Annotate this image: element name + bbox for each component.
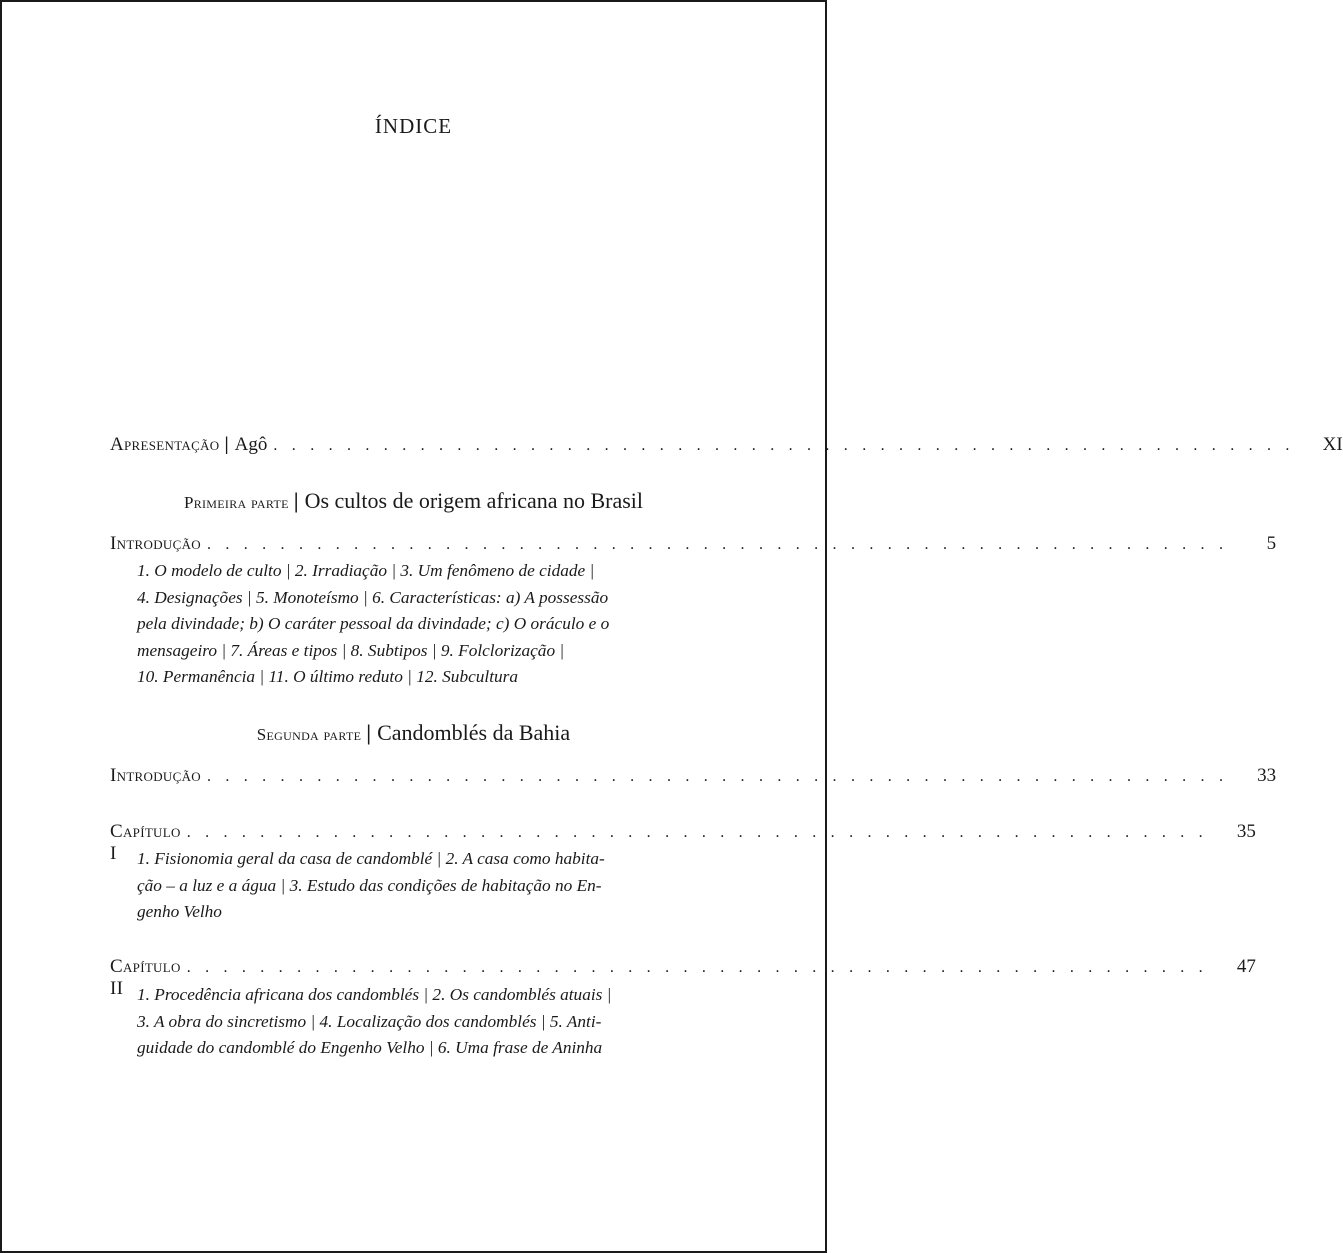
page-number: 35 xyxy=(1236,821,1256,842)
dot-leader: . . . . . . . . . . . . . . . . . . . . . . . . . . . . . . . . . . . . . . . . . . . . . . . . . . . . . . . . xyxy=(206,536,1229,553)
subtopic-line: ção – a luz e a água | 3. Estudo das condições de habitação no En- xyxy=(137,875,602,895)
part-label: Segunda parte xyxy=(256,725,362,744)
subtopic-line: 3. A obra do sincretismo | 4. Localização dos candomblés | 5. Anti- xyxy=(137,1011,602,1031)
page-number: 33 xyxy=(1257,765,1277,786)
toc-entry-apresentacao[interactable] xyxy=(110,434,1343,456)
index-title: ÍNDICE xyxy=(374,114,453,138)
subtopics-introducao-1 xyxy=(137,558,642,691)
subtopic-line: 1. O modelo de culto | 2. Irradiação | 3. Um fenômeno de cidade | xyxy=(137,561,595,580)
subtopic-line: 1. Fisionomia geral da casa de candomblé | 2. A casa como habita- xyxy=(137,849,605,868)
subtopic-line: guidade do candomblé do Engenho Velho | 6. Uma frase de Aninha xyxy=(137,1038,603,1057)
entry-label: Introdução xyxy=(110,533,201,554)
dot-leader: . . . . . . . . . . . . . . . . . . . . . . . . . . . . . . . . . . . . . . . . . . . . . . . . . . . . . . . . xyxy=(186,959,1208,976)
dot-leader: . . . . . . . . . . . . . . . . . . . . . . . . . . . . . . . . . . . . . . . . . . . . . . . . . . . . . . . . xyxy=(206,768,1229,785)
page-number: XI xyxy=(1322,434,1343,455)
dot-leader: . . . . . . . . . . . . . . . . . . . . . . . . . . . . . . . . . . . . . . . . . . . . . . . . . . . . . . . . xyxy=(186,824,1208,841)
part-label: Primeira parte xyxy=(183,493,289,512)
dot-leader: . . . . . . . . . . . . . . . . . . . . . . . . . . . . . . . . . . . . . . . . . . . . . . . . . . . . . . . . xyxy=(273,437,1295,454)
subtopic-line: pela divindade; b) O caráter pessoal da divindade; c) O oráculo e o xyxy=(137,614,610,633)
page-number: 47 xyxy=(1236,956,1256,977)
entry-label: Introdução xyxy=(110,765,201,786)
subtopic-line: 4. Designações | 5. Monoteísmo | 6. Características: a) A possessão xyxy=(137,587,609,607)
subtopics-capitulo-1 xyxy=(137,846,642,926)
entry-label: Capítulo I xyxy=(110,821,181,864)
part-title: Candomblés da Bahia xyxy=(377,720,571,745)
entry-title: Agô xyxy=(234,434,268,455)
entry-label: Capítulo II xyxy=(110,956,181,999)
part-heading-primeira xyxy=(2,488,825,514)
page-number: 5 xyxy=(1266,533,1277,554)
separator: | xyxy=(224,434,229,455)
entry-label: Apresentação xyxy=(110,434,220,455)
subtopics-capitulo-2 xyxy=(137,982,642,1062)
part-heading-segunda xyxy=(2,720,825,746)
toc-entry-introducao-2[interactable] xyxy=(110,765,1277,787)
subtopic-line: mensageiro | 7. Áreas e tipos | 8. Subtipos | 9. Folclorização | xyxy=(137,640,565,660)
separator: | xyxy=(366,720,372,745)
subtopic-line: 10. Permanência | 11. O último reduto | 12. Subcultura xyxy=(137,667,519,686)
part-title: Os cultos de origem africana no Brasil xyxy=(304,488,644,513)
subtopic-line: 1. Procedência africana dos candomblés | 2. Os candomblés atuais | xyxy=(137,985,612,1004)
subtopic-line: genho Velho xyxy=(137,902,222,921)
toc-entry-introducao-1[interactable] xyxy=(110,533,1277,555)
separator: | xyxy=(293,488,299,513)
